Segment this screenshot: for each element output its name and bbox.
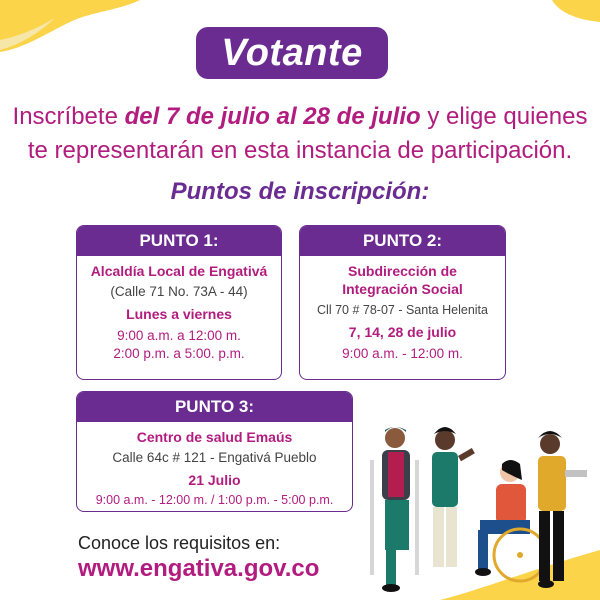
standing-man-figure	[432, 427, 475, 567]
point-address: Calle 64c # 121 - Engativá Pueblo	[112, 450, 317, 465]
point-days: 7, 14, 28 de julio	[348, 324, 457, 340]
point-hours	[300, 345, 505, 363]
intro-part2: y elige quienes	[420, 103, 588, 130]
point-hours-line: 9:00 a.m. - 12:00 m. / 1:00 p.m. - 5:00 p.m.	[95, 493, 334, 507]
intro-dates: del 7 de julio al 28 de julio	[124, 103, 421, 130]
point-place: Centro de salud Emaús	[136, 429, 293, 445]
point-place	[300, 262, 505, 298]
intro-part1: Inscríbete	[12, 103, 125, 130]
point-days: 21 Julio	[188, 472, 241, 488]
person-with-crutches-figure	[370, 427, 419, 592]
point-place-line: Integración Social	[342, 281, 463, 297]
point-address: (Calle 71 No. 73A - 44)	[110, 284, 248, 299]
corner-decoration-top-left	[0, 0, 150, 60]
title-badge	[196, 27, 388, 79]
point-header: PUNTO 2:	[300, 226, 505, 256]
intro-line-2: te representarán en esta instancia de participación.	[27, 137, 573, 164]
point-card-1	[76, 225, 282, 380]
section-subtitle: Puntos de inscripción:	[170, 178, 430, 205]
point-address: Cll 70 # 78-07 - Santa Helenita	[317, 303, 488, 317]
corner-decoration-top-right	[540, 0, 600, 30]
point-hours-line: 9:00 a.m. - 12:00 m.	[342, 346, 463, 361]
woman-in-wheelchair-figure	[475, 460, 546, 581]
intro-line-1	[0, 100, 600, 134]
point-header: PUNTO 1:	[77, 226, 281, 256]
point-place-line: Subdirección de	[348, 263, 457, 279]
point-days: Lunes a viernes	[126, 306, 232, 322]
intro-text	[0, 100, 600, 168]
man-pushing-wheelchair-figure	[538, 431, 587, 588]
point-card-3	[76, 391, 353, 512]
requirements-label: Conoce los requisitos en:	[78, 533, 281, 553]
point-hours	[77, 327, 281, 363]
point-header: PUNTO 3:	[77, 392, 352, 422]
point-place: Alcaldía Local de Engativá	[90, 263, 268, 279]
point-hours	[77, 491, 352, 509]
point-hours-line: 9:00 a.m. a 12:00 m.	[117, 328, 241, 343]
point-card-2	[299, 225, 506, 380]
people-illustration	[360, 420, 595, 595]
website-link[interactable]: www.engativa.gov.co	[78, 555, 320, 582]
page-title: Votante	[221, 31, 363, 74]
point-hours-line: 2:00 p.m. a 5:00. p.m.	[113, 346, 245, 361]
